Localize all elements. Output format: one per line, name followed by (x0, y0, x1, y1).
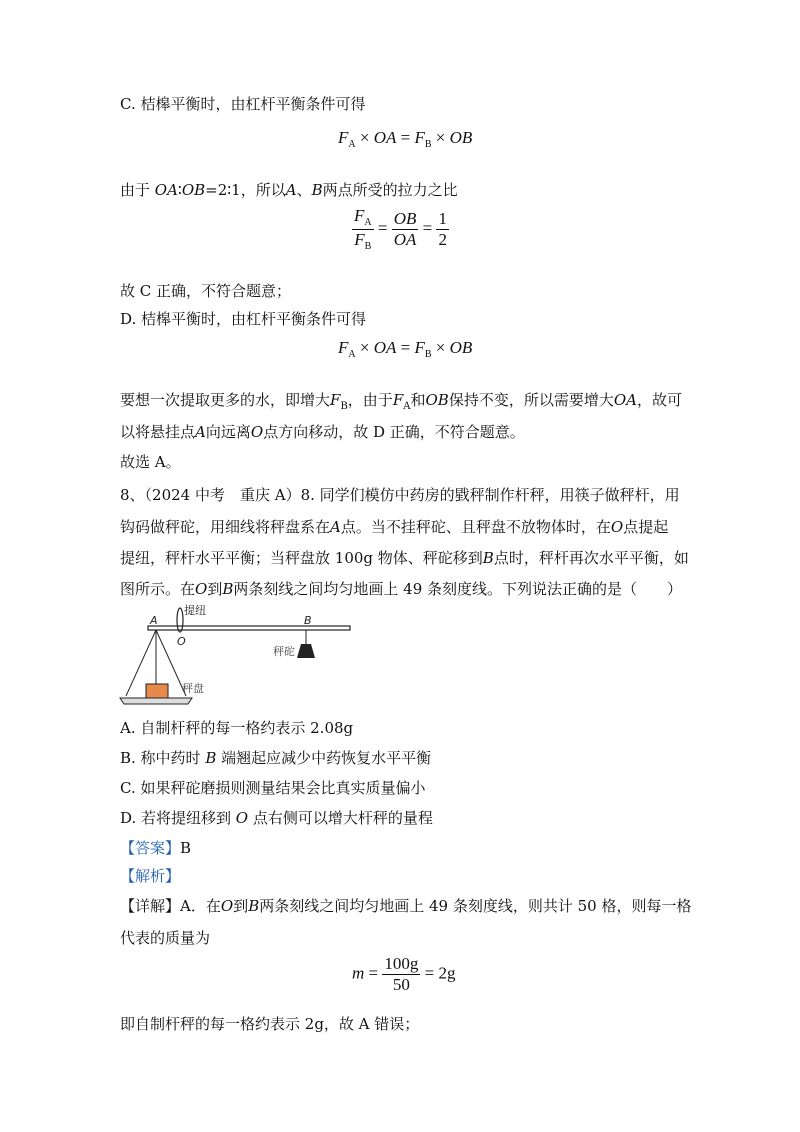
label-o: O (177, 635, 186, 648)
detail-tag: 【详解】 (120, 897, 181, 915)
lever-equation-2: $F_A$ × OA = $F_B$ × OB (338, 338, 473, 360)
option-c-conclusion: 故 C 正确，不符合题意； (120, 282, 292, 300)
mass-per-division-equation: m = $\frac{100g}{50}$ = 2g (352, 954, 456, 994)
force-b: F (414, 128, 425, 147)
option-b: B. 称中药时 B 端翘起应减少中药恢复水平平衡 (120, 749, 432, 767)
question-8-line3: 提纽，秤杆水平平衡；当秤盘放 100g 物体、秤砣移到B点时，秤杆再次水平平衡，如 (120, 549, 689, 567)
option-a: A. 自制杆秤的每一格约表示 2.08g (120, 719, 354, 737)
option-c: C. 如果秤砣磨损则测量结果会比真实质量偏小 (120, 779, 426, 797)
counterweight (297, 644, 315, 658)
force-a: F (338, 128, 349, 147)
answer-value: B (180, 839, 192, 857)
force-ratio-equation: $\frac{F_A}{F_B}$ = $\frac{OB}{OA}$ = $\frac{1}{2}$ (354, 206, 447, 252)
final-line: 即自制杆秤的每一格约表示 2g，故 A 错误； (120, 1015, 420, 1033)
detail-line2: 代表的质量为 (120, 929, 211, 947)
option-d-statement: D. 桔槔平衡时，由杠杆平衡条件可得 (120, 310, 367, 328)
steelyard-figure (118, 600, 358, 708)
question-8-line4: 图所示。在O到B两条刻线之间均匀地画上 49 条刻度线。下列说法正确的是（ ） (120, 580, 683, 598)
option-d-explain-line1: 要想一次提取更多的水，即增大$F_B$，由于$F_A$和OB保持不变，所以需要增大OA，故可 (120, 391, 682, 412)
question-8-line1: 8、（2024 中考 重庆 A）8. 同学们模仿中药房的戥秤制作杆秤，用筷子做秤杆，用 (120, 486, 680, 504)
analysis-tag: 【解析】 (120, 867, 181, 885)
answer-line (120, 838, 191, 858)
option-d: D. 若将提纽移到 O 点右侧可以增大杆秤的量程 (120, 809, 433, 827)
fraction-ob-oa: $\frac{OB}{OA}$ (393, 209, 417, 249)
detail-line1: 【详解】A．在O到B两条刻线之间均匀地画上 49 条刻度线，则共计 50 格，则每一格 (120, 897, 692, 915)
label-tiniu: 提纽 (184, 604, 206, 617)
question-8-line2: 钩码做秤砣，用细线将秤盘系在A点。当不挂秤砣、且秤盘不放物体时，在O点提起 (120, 518, 669, 536)
object-on-pan (146, 684, 168, 698)
label-chengtuo: 秤砣 (273, 645, 295, 658)
lever-equation-1: $F_A$ × OA = $F_B$ × OB (338, 128, 473, 150)
scale-pan (120, 698, 192, 704)
option-c-statement: C. 桔槔平衡时，由杠杆平衡条件可得 (120, 95, 366, 113)
fraction-fa-fb: $\frac{F_A}{F_B}$ (354, 206, 372, 252)
label-b: B (304, 614, 312, 627)
fraction-one-half: $\frac{1}{2}$ (438, 209, 447, 249)
choose-a-line: 故选 A。 (120, 453, 181, 471)
option-d-explain-line2: 以将悬挂点A向远离O点方向移动，故 D 正确，不符合题意。 (120, 423, 525, 441)
answer-tag: 【答案】 (120, 839, 181, 857)
label-a: A (150, 614, 158, 627)
label-chengpan: 秤盘 (182, 682, 204, 695)
ratio-statement: 由于 OA∶OB=2∶1，所以A、B两点所受的拉力之比 (120, 181, 458, 199)
fraction-mass: $\frac{100g}{50}$ (384, 954, 419, 994)
